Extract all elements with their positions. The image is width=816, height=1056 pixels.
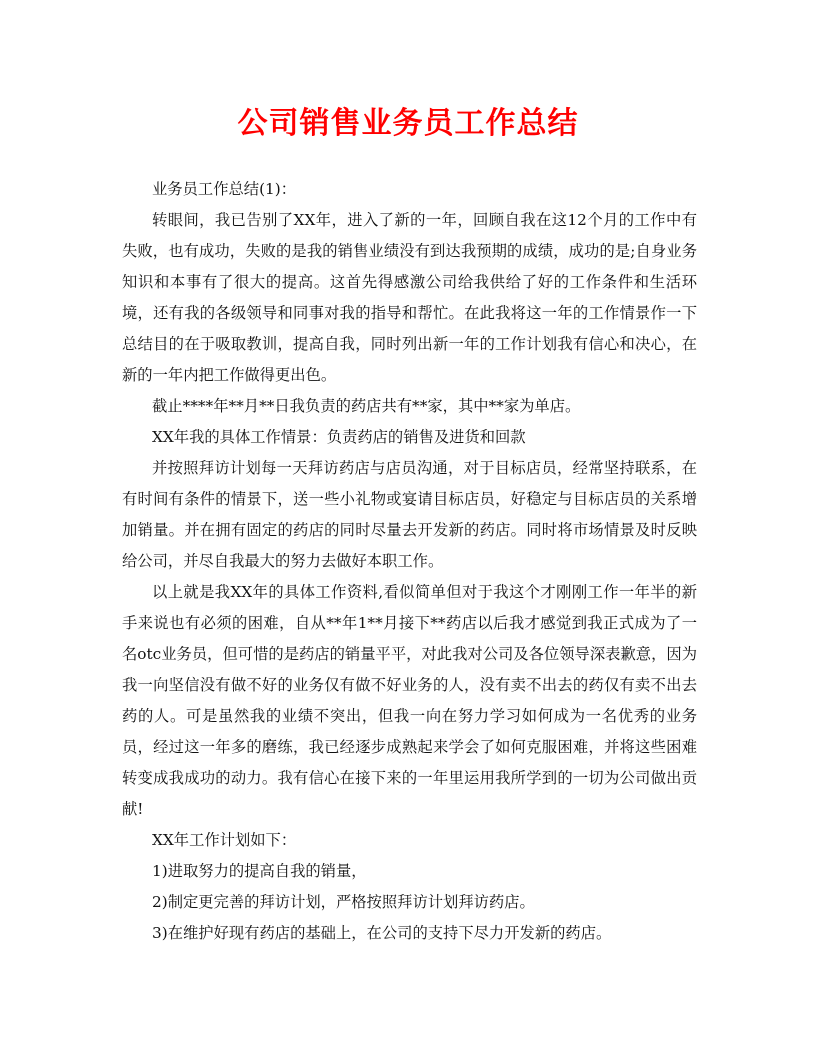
list-item: 2)制定更完善的拜访计划，严格按照拜访计划拜访药店。 xyxy=(152,893,535,911)
paragraph-work-duties: XX年我的具体工作情景：负责药店的销售及进货和回款 xyxy=(152,428,526,446)
paragraph-year-review: 转眼间，我已告别了XX年，进入了新的一年，回顾自我在这12个月的工作中有失败，也有成功，失败的是我的销售业绩没有到达我预期的成绩，成功的是;自身业务知识和本事有了很大的提高。这首先得感激公司给我供给了好的工作条件和生活环境，还有我的各级领导和同事对我的指导和帮忙。在此我将这一年的工作情景作一下总结目的在于吸取教训，提高自我，同时列出新一年的工作计划我有信心和决心，在新的一年内把工作做得更出色。 xyxy=(122,211,697,384)
paragraph-visit-plan: 并按照拜访计划每一天拜访药店与店员沟通，对于目标店员，经常坚持联系，在有时间有条件的情景下，送一些小礼物或宴请目标店员，好稳定与目标店员的关系增加销量。并在拥有固定的药店的同时尽量去开发新的药店。同时将市场情景及时反映给公司，并尽自我最大的努力去做好本职工作。 xyxy=(122,459,697,570)
paragraph-reflection: 以上就是我XX年的具体工作资料,看似简单但对于我这个才刚刚工作一年半的新手来说也有必须的困难，自从**年1**月接下**药店以后我才感觉到我正式成为了一名otc业务员，但可惜的是药店的销量平平，对此我对公司及各位领导深表歉意，因为我一向坚信没有做不好的业务仅有做不好业务的人，没有卖不出去的药仅有卖不出去药的人。可是虽然我的业绩不突出，但我一向在努力学习如何成为一名优秀的业务员，经过这一年多的磨练，我已经逐步成熟起来学会了如何克服困难，并将这些困难转变成我成功的动力。我有信心在接下来的一年里运用我所学到的一切为公司做出贡献! xyxy=(122,583,697,818)
list-item: 1)进取努力的提高自我的销量， xyxy=(152,862,367,880)
paragraph-pharmacy-count: 截止****年**月**日我负责的药店共有**家，其中**家为单店。 xyxy=(152,397,581,415)
paragraph-section-heading: 业务员工作总结(1)： xyxy=(152,180,297,198)
paragraph-plan-heading: XX年工作计划如下： xyxy=(152,831,297,849)
list-item: 3)在维护好现有药店的基础上，在公司的支持下尽力开发新的药店。 xyxy=(152,924,612,942)
document-body xyxy=(122,174,697,949)
document-title: 公司销售业务员工作总结 xyxy=(237,106,579,141)
